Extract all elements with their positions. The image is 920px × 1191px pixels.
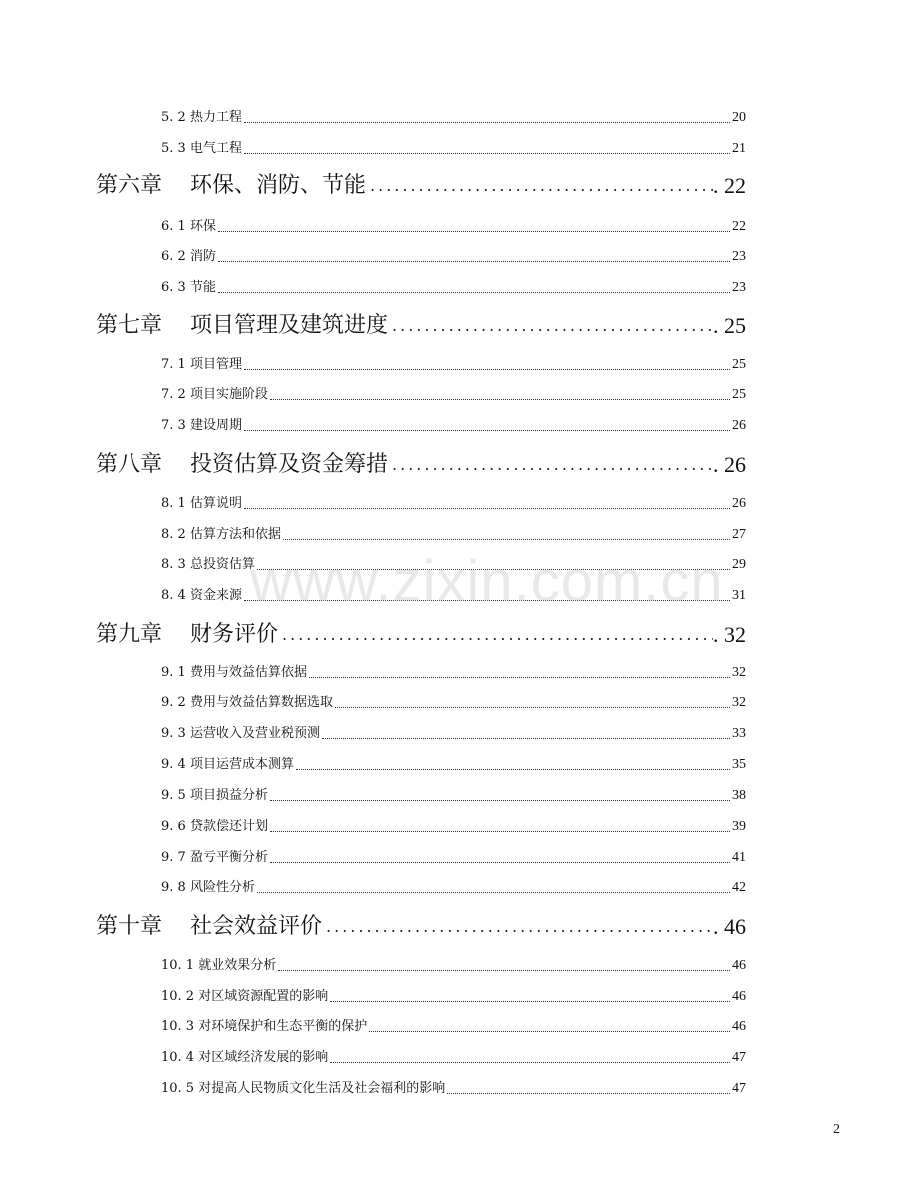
- toc-section-label: 10. 2 对区域资源配置的影响: [161, 989, 329, 1004]
- toc-section-entry[interactable]: [161, 140, 746, 158]
- toc-page-number: . 26: [713, 452, 746, 477]
- toc-section-label: 9. 2 费用与效益估算数据选取: [161, 695, 333, 710]
- dot-leader: [242, 140, 732, 158]
- toc-chapter-entry[interactable]: [96, 450, 746, 480]
- toc-page-number: 32: [732, 665, 746, 680]
- toc-section-entry[interactable]: [161, 664, 746, 682]
- toc-section-label: 8. 1 估算说明: [161, 496, 242, 511]
- toc-page-number: 23: [732, 249, 746, 264]
- toc-page-number: . 22: [713, 173, 746, 198]
- watermark: www.zixin.com.cn: [250, 549, 724, 614]
- dot-leader: [276, 957, 732, 975]
- dot-leader: [281, 526, 732, 544]
- dot-leader: [242, 495, 732, 513]
- toc-section-entry[interactable]: [161, 725, 746, 743]
- toc-page-number: 25: [732, 357, 746, 372]
- toc-section-entry[interactable]: [161, 109, 746, 127]
- toc-section-label: 10. 1 就业效果分析: [161, 958, 277, 973]
- toc-section-label: 9. 6 贷款偿还计划: [161, 819, 268, 834]
- toc-section-entry[interactable]: [161, 279, 746, 297]
- toc-page-number: 47: [732, 1050, 746, 1065]
- dot-leader: [333, 694, 732, 712]
- toc-page-number: . 46: [713, 914, 746, 939]
- toc-section-label: 5. 3 电气工程: [161, 141, 242, 156]
- dot-leader: [445, 1080, 732, 1098]
- toc-section-entry[interactable]: [161, 849, 746, 867]
- toc-section-label: 9. 8 风险性分析: [161, 880, 255, 895]
- dot-leader: [307, 664, 732, 682]
- dot-leader: [268, 386, 732, 404]
- toc-page-number: 27: [732, 527, 746, 542]
- toc-section-entry[interactable]: [161, 248, 746, 266]
- dot-leader: [242, 109, 732, 127]
- toc-section-entry[interactable]: [161, 1018, 746, 1036]
- dot-leader: [328, 1049, 732, 1067]
- toc-section-label: 7. 3 建设周期: [161, 418, 242, 433]
- dot-leader: [278, 620, 713, 650]
- dot-leader: [242, 417, 732, 435]
- toc-section-entry[interactable]: [161, 1080, 746, 1098]
- toc-section-label: 9. 4 项目运营成本测算: [161, 757, 294, 772]
- toc-section-entry[interactable]: [161, 526, 746, 544]
- toc-section-entry[interactable]: [161, 756, 746, 774]
- chapter-number: 第十章: [96, 914, 163, 939]
- toc-page-number: 39: [732, 819, 746, 834]
- toc-section-entry[interactable]: [161, 818, 746, 836]
- toc-page-number: 20: [732, 110, 746, 125]
- toc-chapter-entry[interactable]: [96, 171, 746, 201]
- dot-leader: [328, 988, 732, 1006]
- toc-page-number: 46: [732, 989, 746, 1004]
- toc-page-number: 29: [732, 557, 746, 572]
- toc-chapter-heading: [96, 912, 322, 942]
- toc-section-label: 9. 1 费用与效益估算依据: [161, 665, 307, 680]
- chapter-title: 财务评价: [190, 622, 279, 647]
- toc-page-number: . 32: [713, 622, 746, 647]
- toc-chapter-heading: [96, 171, 366, 201]
- dot-leader: [242, 356, 732, 374]
- chapter-number: 第七章: [96, 313, 163, 338]
- toc-chapter-entry[interactable]: [96, 311, 746, 341]
- toc-chapter-heading: [96, 620, 278, 650]
- toc-section-entry[interactable]: [161, 417, 746, 435]
- toc-page-number: 32: [732, 695, 746, 710]
- toc-section-label: 7. 1 项目管理: [161, 357, 242, 372]
- toc-page-number: 23: [732, 280, 746, 295]
- toc-page-number: . 25: [713, 313, 746, 338]
- toc-section-label: 9. 3 运营收入及营业税预测: [161, 726, 320, 741]
- toc-section-label: 10. 3 对环境保护和生态平衡的保护: [161, 1019, 368, 1034]
- chapter-number: 第八章: [96, 452, 163, 477]
- dot-leader: [388, 311, 713, 341]
- toc-page-number: 38: [732, 788, 746, 803]
- toc-section-entry[interactable]: [161, 218, 746, 236]
- toc-page-number: 21: [732, 141, 746, 156]
- toc-section-entry[interactable]: [161, 879, 746, 897]
- toc-section-label: 5. 2 热力工程: [161, 110, 242, 125]
- dot-leader: [366, 171, 713, 201]
- chapter-number: 第六章: [96, 173, 163, 198]
- toc-page-number: 42: [732, 880, 746, 895]
- toc-section-entry[interactable]: [161, 495, 746, 513]
- toc-page-number: 41: [732, 850, 746, 865]
- toc-page-number: 31: [732, 588, 746, 603]
- chapter-title: 投资估算及资金筹措: [190, 452, 389, 477]
- toc-chapter-entry[interactable]: [96, 912, 746, 942]
- toc-section-entry[interactable]: [161, 356, 746, 374]
- dot-leader: [255, 879, 732, 897]
- toc-chapter-heading: [96, 450, 388, 480]
- toc-section-entry[interactable]: [161, 988, 746, 1006]
- toc-page-number: 46: [732, 958, 746, 973]
- toc-section-label: 9. 5 项目损益分析: [161, 788, 268, 803]
- toc-page-number: 47: [732, 1081, 746, 1096]
- toc-section-entry[interactable]: [161, 787, 746, 805]
- toc-section-label: 10. 5 对提高人民物质文化生活及社会福利的影响: [161, 1081, 446, 1096]
- toc-page-number: 26: [732, 496, 746, 511]
- chapter-title: 社会效益评价: [190, 914, 323, 939]
- dot-leader: [216, 218, 732, 236]
- dot-leader: [216, 248, 732, 266]
- toc-page-number: 22: [732, 219, 746, 234]
- dot-leader: [367, 1018, 732, 1036]
- toc-section-entry[interactable]: [161, 694, 746, 712]
- toc-page-number: 25: [732, 387, 746, 402]
- toc-chapter-heading: [96, 311, 388, 341]
- dot-leader: [294, 756, 732, 774]
- toc-section-label: 7. 2 项目实施阶段: [161, 387, 268, 402]
- toc-section-entry[interactable]: [161, 957, 746, 975]
- dot-leader: [268, 787, 732, 805]
- toc-section-label: 6. 3 节能: [161, 280, 216, 295]
- dot-leader: [216, 279, 732, 297]
- chapter-title: 项目管理及建筑进度: [190, 313, 389, 338]
- toc-section-entry[interactable]: [161, 1049, 746, 1067]
- chapter-number: 第九章: [96, 622, 163, 647]
- toc-section-label: 6. 2 消防: [161, 249, 216, 264]
- dot-leader: [320, 725, 732, 743]
- dot-leader: [268, 818, 732, 836]
- toc-page-number: 26: [732, 418, 746, 433]
- toc-section-label: 8. 4 资金来源: [161, 588, 242, 603]
- toc-page-number: 35: [732, 757, 746, 772]
- toc-page-number: 33: [732, 726, 746, 741]
- toc-section-label: 6. 1 环保: [161, 219, 216, 234]
- toc-chapter-entry[interactable]: [96, 620, 746, 650]
- dot-leader: [388, 450, 713, 480]
- toc-section-entry[interactable]: [161, 386, 746, 404]
- toc-section-label: 9. 7 盈亏平衡分析: [161, 850, 268, 865]
- dot-leader: [268, 849, 732, 867]
- toc-section-label: 10. 4 对区域经济发展的影响: [161, 1050, 329, 1065]
- toc-section-label: 8. 3 总投资估算: [161, 557, 255, 572]
- page-number: 2: [833, 1122, 840, 1137]
- chapter-title: 环保、消防、节能: [190, 173, 367, 198]
- dot-leader: [322, 912, 713, 942]
- toc-page-number: 46: [732, 1019, 746, 1034]
- toc-section-label: 8. 2 估算方法和依据: [161, 527, 281, 542]
